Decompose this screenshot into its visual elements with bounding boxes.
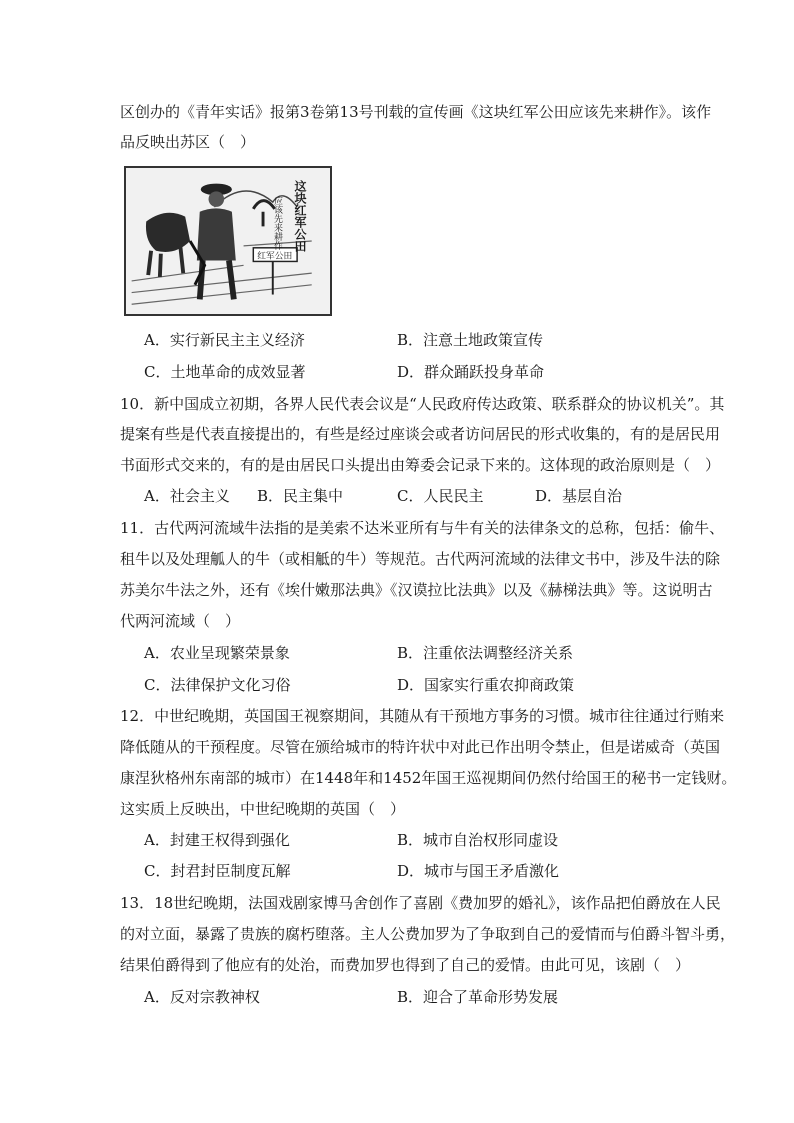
q12-line-4: 这实质上反映出，中世纪晚期的英国（ ） [120, 800, 406, 818]
sign-text: 红军公田 [257, 251, 293, 262]
q9-line-1: 区创办的《青年实话》报第3卷第13号刊载的宣传画《这块红军公田应该先来耕作》。该作 [120, 103, 712, 121]
q12-option-c[interactable]: C．封君封臣制度瓦解 [144, 862, 291, 880]
q12-line-3: 康涅狄格州东南部的城市）在1448年和1452年国王巡视期间仍然付给国王的秘书一定钱财。 [120, 769, 737, 787]
q9-line-2: 品反映出苏区（ ） [120, 133, 256, 151]
q10-line-3: 书面形式交来的，有的是由居民口头提出由筹委会记录下来的。这体现的政治原则是（ ） [120, 456, 721, 474]
q10-option-a[interactable]: A．社会主义 [144, 487, 230, 505]
q11-option-a[interactable]: A．农业呈现繁荣景象 [144, 644, 290, 662]
q9-option-b[interactable]: B．注意土地政策宣传 [397, 331, 544, 349]
q12-option-b[interactable]: B．城市自治权形同虚设 [397, 831, 559, 849]
q9-option-c[interactable]: C．土地革命的成效显著 [144, 363, 306, 381]
q13-line-1: 13．18世纪晚期，法国戏剧家博马舍创作了喜剧《费加罗的婚礼》，该作品把伯爵放在人民 [120, 894, 721, 912]
q13-option-a[interactable]: A．反对宗教神权 [144, 988, 260, 1006]
q9-option-a[interactable]: A．实行新民主主义经济 [144, 331, 305, 349]
q9-option-d[interactable]: D．群众踊跃投身革命 [397, 363, 545, 381]
q10-option-b[interactable]: B．民主集中 [257, 487, 344, 505]
q11-line-1: 11．古代两河流域牛法指的是美索不达米亚所有与牛有关的法律条文的总称，包括：偷牛、 [120, 519, 725, 537]
q11-line-4: 代两河流域（ ） [120, 612, 241, 630]
q13-line-3: 结果伯爵得到了他应有的处治，而费加罗也得到了自己的爱情。由此可见，该剧（ ） [120, 956, 691, 974]
q10-line-2: 提案有些是代表直接提出的，有些是经过座谈会或者访问居民的形式收集的，有的是居民用 [120, 425, 721, 443]
q13-option-b[interactable]: B．迎合了革命形势发展 [397, 988, 559, 1006]
q11-option-c[interactable]: C．法律保护文化习俗 [144, 676, 291, 694]
woodcut-vertical-subtitle: 应该先来耕作 [272, 196, 282, 250]
q11-option-d[interactable]: D．国家实行重农抑商政策 [397, 676, 575, 694]
q10-option-d[interactable]: D．基层自治 [535, 487, 623, 505]
q10-option-c[interactable]: C．人民民主 [397, 487, 484, 505]
q12-line-2: 降低随从的干预程度。尽管在颁给城市的特许状中对此已作出明令禁止，但是诺威奇（英国 [120, 738, 721, 756]
woodcut-vertical-title: 这块红军公田 [293, 180, 307, 252]
q10-line-1: 10．新中国成立初期，各界人民代表会议是“人民政府传达政策、联系群众的协议机关”。其 [120, 395, 725, 413]
q13-line-2: 的对立面，暴露了贵族的腐朽堕落。主人公费加罗为了争取到自己的爱情而与伯爵斗智斗勇， [120, 925, 736, 943]
q11-line-2: 租牛以及处理觚人的牛（或相觝的牛）等规范。古代两河流域的法律文书中，涉及牛法的除 [120, 550, 721, 568]
q11-line-3: 苏美尔牛法之外，还有《埃什嫩那法典》《汉谟拉比法典》以及《赫梯法典》等。这说明古 [120, 581, 713, 599]
q12-line-1: 12．中世纪晚期，英国国王视察期间，其随从有干预地方事务的习惯。城市往往通过行贿来 [120, 707, 725, 725]
q11-option-b[interactable]: B．注重依法调整经济关系 [397, 644, 574, 662]
q12-option-a[interactable]: A．封建王权得到强化 [144, 831, 290, 849]
q12-option-d[interactable]: D．城市与国王矛盾激化 [397, 862, 560, 880]
